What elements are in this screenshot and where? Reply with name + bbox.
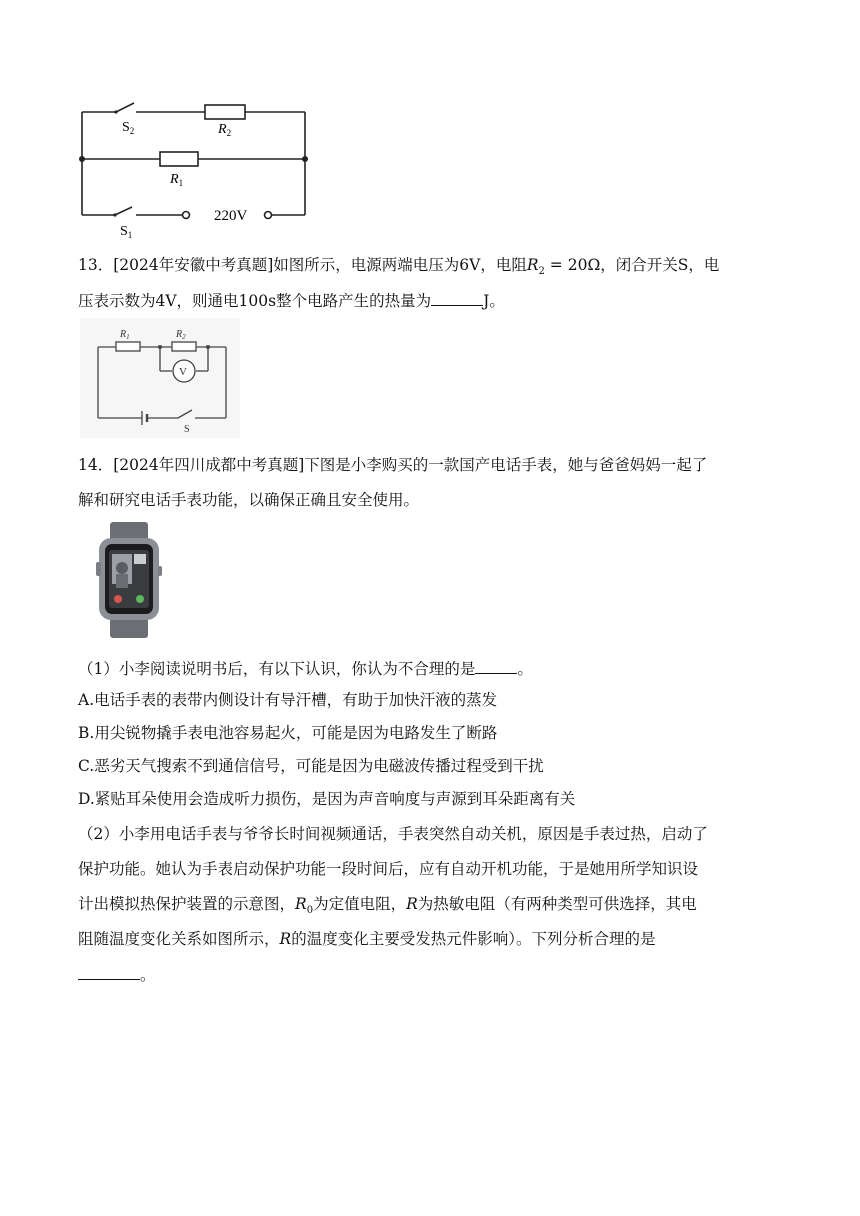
q13-text-c: 压表示数为4V，则通电100s整个电路产生的热量为 xyxy=(78,292,432,310)
q14-sub1-prompt xyxy=(78,658,533,679)
label-voltage: 220V xyxy=(214,208,248,224)
answer-blank-q14-1[interactable] xyxy=(475,658,517,674)
label-r1: $R_1$ xyxy=(170,172,184,188)
label-r2: $R_2$ xyxy=(218,122,232,138)
label-s2: $S_2$ xyxy=(122,120,135,136)
q14-sub2-line-4 xyxy=(78,929,655,949)
q14-sub1-end: 。 xyxy=(517,660,533,678)
q14-sub2-text-c: 为热敏电阻（有两种类型可供选择，其电 xyxy=(417,895,697,913)
var-r2-sub: 2 xyxy=(538,266,545,278)
q14-sub2-line-3 xyxy=(78,894,697,921)
q13-text-a: 13．[2024年安徽中考真题]如图所示，电源两端电压为6V，电阻 xyxy=(78,256,527,274)
option-b: B.用尖锐物撬手表电池容易起火，可能是因为电路发生了断路 xyxy=(78,724,498,742)
q14-line-1: 14．[2024年四川成都中考真题]下图是小李购买的一款国产电话手表，她与爸爸妈妈一起了 xyxy=(78,456,708,474)
q13-unit: J。 xyxy=(483,292,505,310)
q14-line-2: 解和研究电话手表功能，以确保正确且安全使用。 xyxy=(78,491,420,509)
q13-label-switch: S xyxy=(184,424,190,435)
answer-blank-q13[interactable] xyxy=(431,290,483,306)
q13-equation: = 20Ω xyxy=(544,256,601,274)
q14-sub2-text-d: 阻随温度变化关系如图所示， xyxy=(78,930,280,948)
q13-text-b: ，闭合开关S，电 xyxy=(600,256,720,274)
voltmeter-label: V xyxy=(179,366,187,378)
q14-sub2-line-5 xyxy=(78,964,156,985)
q13-line-1 xyxy=(78,255,719,282)
var-r0: R xyxy=(295,895,307,913)
var-r: R xyxy=(406,895,418,913)
var-r-2: R xyxy=(279,930,292,948)
q14-sub2-end: 。 xyxy=(140,966,156,984)
q13-label-r1: $R_1$ xyxy=(120,329,130,341)
q14-sub2-text-a: 计出模拟热保护装置的示意图， xyxy=(78,895,296,913)
option-c: C.恶劣天气搜索不到通信信号，可能是因为电磁波传播过程受到干扰 xyxy=(78,757,544,775)
var-r0-sub: 0 xyxy=(306,905,314,917)
answer-blank-q14-2[interactable] xyxy=(78,964,140,980)
var-r2: R xyxy=(526,256,539,274)
q13-label-r2: $R_2$ xyxy=(176,329,186,341)
q14-sub2-line-1: （2）小李用电话手表与爷爷长时间视频通话，手表突然自动关机，原因是手表过热，启动了 xyxy=(78,825,708,843)
q14-sub2-text-b: 为定值电阻， xyxy=(313,895,407,913)
option-a: A.电话手表的表带内侧设计有导汗槽，有助于加快汗液的蒸发 xyxy=(78,691,498,709)
q13-line-2 xyxy=(78,290,505,311)
option-d: D.紧贴耳朵使用会造成听力损伤，是因为声音响度与声源到耳朵距离有关 xyxy=(78,790,576,808)
q14-sub2-line-2: 保护功能。她认为手表启动保护功能一段时间后，应有自动开机功能，于是她用所学知识设 xyxy=(78,860,699,878)
circuit-figure-q12 xyxy=(70,95,320,245)
circuit-figure-q13 xyxy=(80,318,240,438)
smartwatch-image xyxy=(96,522,162,638)
label-s1: $S_1$ xyxy=(120,224,133,240)
q14-sub1-text: （1）小李阅读说明书后，有以下认识，你认为不合理的是 xyxy=(78,660,476,678)
q14-sub2-text-e: 的温度变化主要受发热元件影响）。下列分析合理的是 xyxy=(291,930,656,948)
